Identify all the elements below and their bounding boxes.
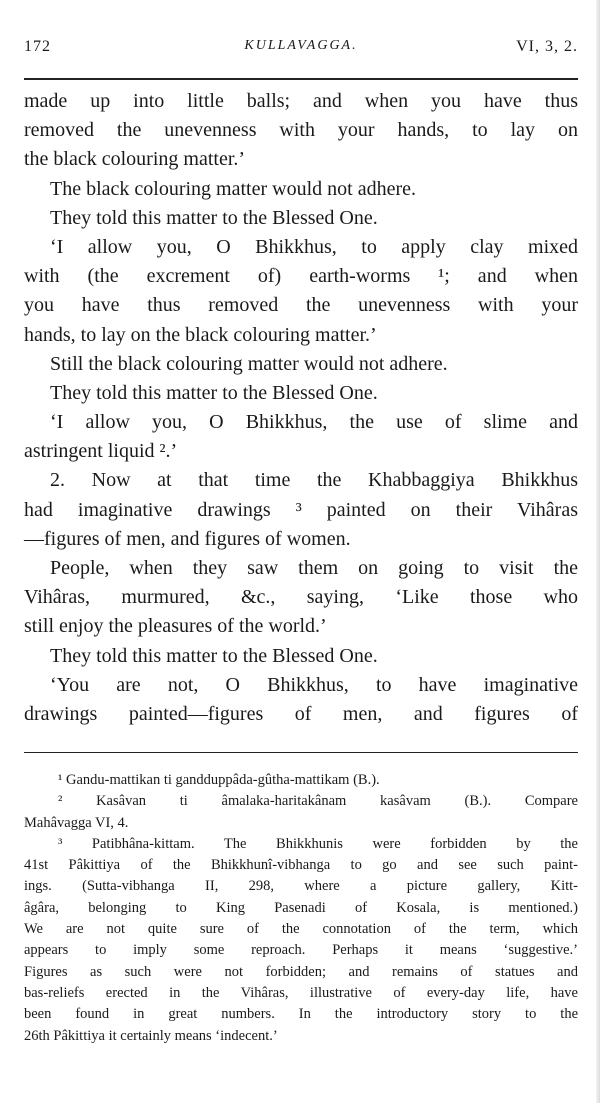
footnote-line: âgâra, belonging to King Pasenadi of Kosala, is mentioned.) — [24, 899, 578, 916]
text-line: ‘I allow you, O Bhikkhus, the use of slime and — [50, 411, 578, 434]
text-line: drawings painted—figures of men, and figures of — [24, 702, 578, 725]
text-line: 2. Now at that time the Khabbaggiya Bhikkhus — [50, 469, 578, 492]
text-line: The black colouring matter would not adhere. — [50, 177, 416, 200]
footnote-line: ings. (Sutta-vibhanga II, 298, where a picture gallery, Kitt- — [24, 878, 578, 895]
text-line: Vihâras, murmured, &c., saying, ‘Like those who — [24, 586, 578, 609]
text-line: People, when they saw them on going to visit the — [50, 557, 578, 579]
text-line: removed the unevenness with your hands, to lay on — [24, 119, 578, 142]
text-line: you have thus removed the unevenness with your — [24, 294, 578, 317]
text-line: They told this matter to the Blessed One. — [50, 644, 378, 667]
book-page — [24, 0, 578, 1103]
footnote-line: appears to imply some reproach. Perhaps it means ‘suggestive.’ — [24, 942, 578, 959]
page-number: 172 — [24, 38, 51, 55]
text-line: with (the excrement of) earth-worms ¹; and when — [24, 265, 578, 288]
footnote-line: bas-reliefs erected in the Vihâras, illustrative of every-day life, have — [24, 984, 578, 1001]
text-line: Still the black colouring matter would not adhere. — [50, 352, 448, 375]
text-line: —figures of men, and figures of women. — [24, 527, 351, 550]
text-line: ‘I allow you, O Bhikkhus, to apply clay mixed — [50, 235, 578, 258]
footnote-line: We are not quite sure of the connotation of the term, which — [24, 921, 578, 938]
page-edge — [596, 0, 600, 1103]
footnote-line: ³ Patibhâna-kittam. The Bhikkhunis were forbidden by the — [58, 835, 578, 852]
text-line: ‘You are not, O Bhikkhus, to have imaginative — [50, 673, 578, 696]
footnotes — [24, 770, 578, 1047]
text-line: hands, to lay on the black colouring matter.’ — [24, 323, 377, 346]
footnote-line: Figures as such were not forbidden; and remains of statues and — [24, 963, 578, 980]
text-line: They told this matter to the Blessed One. — [50, 381, 378, 404]
text-line: the black colouring matter.’ — [24, 148, 246, 171]
text-line: astringent liquid ².’ — [24, 440, 178, 463]
running-header — [24, 38, 578, 60]
footnote-line: ¹ Gandu-mattikan ti gandduppâda-gûtha-mattikam (B.). — [58, 772, 380, 788]
footnote-line: 26th Pâkittiya it certainly means ‘indecent.’ — [24, 1027, 278, 1044]
footnote-line: been found in great numbers. In the introductory story to the — [24, 1006, 578, 1023]
footnote-line: ² Kasâvan ti âmalaka-haritakânam kasâvam (B.). Compare — [58, 793, 578, 810]
text-line: They told this matter to the Blessed One. — [50, 206, 378, 229]
text-line: had imaginative drawings ³ painted on their Vihâras — [24, 498, 578, 521]
section-reference: VI, 3, 2. — [516, 38, 578, 55]
header-rule — [24, 78, 578, 80]
running-title: KULLAVAGGA. — [244, 38, 358, 53]
text-line: made up into little balls; and when you have thus — [24, 90, 578, 112]
footnote-rule — [24, 752, 578, 753]
footnote-line: Mahâvagga VI, 4. — [24, 814, 129, 831]
text-line: still enjoy the pleasures of the world.’ — [24, 615, 327, 638]
main-text — [24, 87, 578, 729]
footnote-line: 41st Pâkittiya of the Bhikkhunî-vibhanga to go and see such paint- — [24, 857, 578, 874]
